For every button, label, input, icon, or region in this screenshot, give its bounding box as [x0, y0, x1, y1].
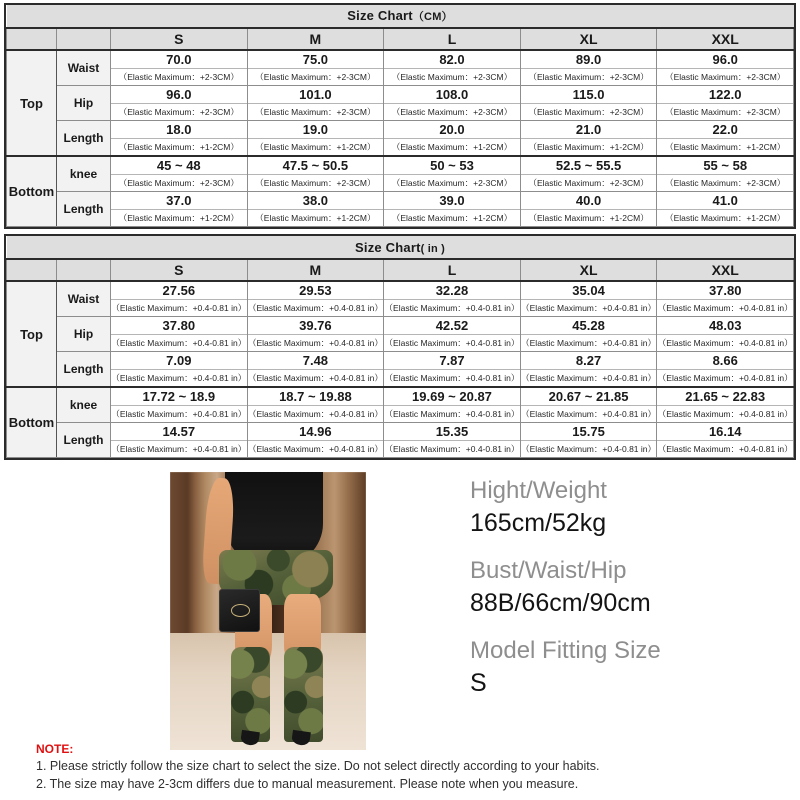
measure-label-waist-0: Waist	[57, 50, 111, 86]
measure-value: 70.0	[111, 50, 248, 69]
note-line-1: 1. Please strictly follow the size chart to select the size. Do not select directly according to your habits.	[36, 759, 600, 773]
model-info-value-1: 88B/66cm/90cm	[470, 589, 651, 617]
size-header-m: M	[247, 28, 384, 50]
measure-note: （Elastic Maximum：+0.4-0.81 in）	[247, 300, 384, 317]
note-line-2: 2. The size may have 2-3cm differs due to manual measurement. Please note when you measure.	[36, 777, 579, 791]
measure-value: 8.27	[520, 352, 657, 370]
table-title-unit: ( in )	[420, 242, 446, 255]
measure-label-length-0: Length	[57, 121, 111, 157]
measure-value: 39.76	[247, 317, 384, 335]
measure-note: （Elastic Maximum：+0.4-0.81 in）	[384, 441, 521, 458]
measure-value: 19.69 ~ 20.87	[384, 387, 521, 406]
measure-label-hip-0: Hip	[57, 86, 111, 121]
measure-note: （Elastic Maximum：+2-3CM）	[520, 104, 657, 121]
measure-note: （Elastic Maximum：+2-3CM）	[657, 69, 794, 86]
measure-value: 96.0	[111, 86, 248, 104]
measure-note: （Elastic Maximum：+1-2CM）	[384, 139, 521, 157]
note-title: NOTE:	[36, 742, 74, 756]
measure-note: （Elastic Maximum：+0.4-0.81 in）	[111, 370, 248, 388]
measure-note: （Elastic Maximum：+0.4-0.81 in）	[111, 441, 248, 458]
measure-note: （Elastic Maximum：+1-2CM）	[657, 210, 794, 227]
note-block	[36, 742, 776, 793]
measure-label-length-1: Length	[57, 192, 111, 227]
table-title-text: Size Chart	[355, 239, 421, 255]
measure-value: 41.0	[657, 192, 794, 210]
measure-note: （Elastic Maximum：+0.4-0.81 in）	[657, 441, 794, 458]
measure-label-knee-1: knee	[57, 156, 111, 192]
measure-value: 14.57	[111, 423, 248, 441]
measure-note: （Elastic Maximum：+0.4-0.81 in）	[111, 406, 248, 423]
model-info-panel	[470, 476, 790, 700]
model-info-label-1: Bust/Waist/Hip	[470, 557, 627, 584]
measure-note: （Elastic Maximum：+0.4-0.81 in）	[657, 335, 794, 352]
measure-note: （Elastic Maximum：+0.4-0.81 in）	[657, 300, 794, 317]
measure-note: （Elastic Maximum：+1-2CM）	[520, 210, 657, 227]
group-label-bottom: Bottom	[7, 156, 57, 227]
size-header-xl: XL	[520, 259, 657, 281]
header-corner-label	[57, 28, 111, 50]
measure-note: （Elastic Maximum：+0.4-0.81 in）	[384, 300, 521, 317]
model-info-label-2: Model Fitting Size	[470, 637, 661, 664]
measure-value: 14.96	[247, 423, 384, 441]
size-chart-cm	[4, 3, 796, 229]
measure-value: 15.35	[384, 423, 521, 441]
measure-note: （Elastic Maximum：+0.4-0.81 in）	[247, 406, 384, 423]
measure-value: 40.0	[520, 192, 657, 210]
table-title-unit: （CM）	[412, 11, 453, 23]
measure-value: 89.0	[520, 50, 657, 69]
measure-note: （Elastic Maximum：+2-3CM）	[247, 104, 384, 121]
measure-note: （Elastic Maximum：+2-3CM）	[247, 175, 384, 192]
measure-value: 45.28	[520, 317, 657, 335]
measure-value: 75.0	[247, 50, 384, 69]
measure-value: 21.65 ~ 22.83	[657, 387, 794, 406]
photo-handbag	[219, 589, 260, 633]
measure-note: （Elastic Maximum：+0.4-0.81 in）	[247, 370, 384, 388]
measure-value: 20.67 ~ 21.85	[520, 387, 657, 406]
measure-value: 55 ~ 58	[657, 156, 794, 175]
measure-note: （Elastic Maximum：+0.4-0.81 in）	[657, 370, 794, 388]
measure-value: 96.0	[657, 50, 794, 69]
measure-value: 115.0	[520, 86, 657, 104]
measure-value: 7.09	[111, 352, 248, 370]
size-table-in	[6, 236, 794, 458]
measure-value: 42.52	[384, 317, 521, 335]
measure-label-waist-0: Waist	[57, 281, 111, 317]
photo-camo-boot-right	[284, 647, 323, 742]
measure-note: （Elastic Maximum：+2-3CM）	[111, 175, 248, 192]
measure-note: （Elastic Maximum：+2-3CM）	[384, 175, 521, 192]
measure-value: 47.5 ~ 50.5	[247, 156, 384, 175]
measure-note: （Elastic Maximum：+0.4-0.81 in）	[520, 300, 657, 317]
size-header-l: L	[384, 28, 521, 50]
table-title	[7, 5, 794, 28]
size-header-l: L	[384, 259, 521, 281]
measure-note: （Elastic Maximum：+0.4-0.81 in）	[384, 370, 521, 388]
measure-label-length-1: Length	[57, 423, 111, 458]
group-label-top: Top	[7, 50, 57, 156]
measure-note: （Elastic Maximum：+0.4-0.81 in）	[384, 335, 521, 352]
measure-value: 20.0	[384, 121, 521, 139]
measure-value: 18.7 ~ 19.88	[247, 387, 384, 406]
measure-value: 19.0	[247, 121, 384, 139]
measure-note: （Elastic Maximum：+0.4-0.81 in）	[520, 406, 657, 423]
photo-camo-boot-left	[231, 647, 270, 742]
measure-note: （Elastic Maximum：+2-3CM）	[384, 104, 521, 121]
measure-value: 7.87	[384, 352, 521, 370]
measure-note: （Elastic Maximum：+2-3CM）	[111, 69, 248, 86]
size-header-xxl: XXL	[657, 28, 794, 50]
measure-value: 45 ~ 48	[111, 156, 248, 175]
measure-note: （Elastic Maximum：+0.4-0.81 in）	[111, 300, 248, 317]
measure-value: 122.0	[657, 86, 794, 104]
measure-note: （Elastic Maximum：+2-3CM）	[520, 175, 657, 192]
measure-value: 7.48	[247, 352, 384, 370]
model-info-value-2: S	[470, 669, 487, 697]
model-info-value-0: 165cm/52kg	[470, 509, 607, 537]
size-header-s: S	[111, 259, 248, 281]
measure-note: （Elastic Maximum：+1-2CM）	[657, 139, 794, 157]
model-photo	[170, 472, 366, 750]
header-corner-group	[7, 259, 57, 281]
measure-note: （Elastic Maximum：+1-2CM）	[247, 210, 384, 227]
measure-note: （Elastic Maximum：+0.4-0.81 in）	[520, 441, 657, 458]
measure-value: 38.0	[247, 192, 384, 210]
measure-value: 82.0	[384, 50, 521, 69]
measure-label-length-0: Length	[57, 352, 111, 388]
measure-value: 16.14	[657, 423, 794, 441]
measure-note: （Elastic Maximum：+2-3CM）	[247, 69, 384, 86]
measure-value: 22.0	[657, 121, 794, 139]
model-info-label-0: Hight/Weight	[470, 477, 607, 504]
measure-note: （Elastic Maximum：+0.4-0.81 in）	[520, 335, 657, 352]
measure-value: 17.72 ~ 18.9	[111, 387, 248, 406]
measure-value: 37.80	[657, 281, 794, 300]
measure-value: 101.0	[247, 86, 384, 104]
measure-value: 48.03	[657, 317, 794, 335]
group-label-top: Top	[7, 281, 57, 387]
size-header-s: S	[111, 28, 248, 50]
measure-value: 37.80	[111, 317, 248, 335]
measure-value: 52.5 ~ 55.5	[520, 156, 657, 175]
size-header-xxl: XXL	[657, 259, 794, 281]
size-header-xl: XL	[520, 28, 657, 50]
measure-note: （Elastic Maximum：+2-3CM）	[657, 104, 794, 121]
measure-note: （Elastic Maximum：+0.4-0.81 in）	[111, 335, 248, 352]
measure-note: （Elastic Maximum：+2-3CM）	[384, 69, 521, 86]
header-corner-label	[57, 259, 111, 281]
measure-value: 39.0	[384, 192, 521, 210]
measure-note: （Elastic Maximum：+1-2CM）	[111, 210, 248, 227]
measure-note: （Elastic Maximum：+0.4-0.81 in）	[384, 406, 521, 423]
table-title	[7, 236, 794, 259]
measure-note: （Elastic Maximum：+1-2CM）	[111, 139, 248, 157]
measure-value: 32.28	[384, 281, 521, 300]
measure-note: （Elastic Maximum：+0.4-0.81 in）	[520, 370, 657, 388]
measure-value: 35.04	[520, 281, 657, 300]
measure-label-hip-0: Hip	[57, 317, 111, 352]
measure-note: （Elastic Maximum：+1-2CM）	[520, 139, 657, 157]
measure-note: （Elastic Maximum：+1-2CM）	[247, 139, 384, 157]
size-header-m: M	[247, 259, 384, 281]
measure-value: 50 ~ 53	[384, 156, 521, 175]
measure-note: （Elastic Maximum：+2-3CM）	[520, 69, 657, 86]
header-corner-group	[7, 28, 57, 50]
measure-value: 108.0	[384, 86, 521, 104]
measure-value: 29.53	[247, 281, 384, 300]
measure-value: 8.66	[657, 352, 794, 370]
measure-note: （Elastic Maximum：+0.4-0.81 in）	[247, 335, 384, 352]
size-table-cm	[6, 5, 794, 227]
measure-note: （Elastic Maximum：+0.4-0.81 in）	[657, 406, 794, 423]
measure-value: 21.0	[520, 121, 657, 139]
table-title-text: Size Chart	[347, 8, 413, 23]
measure-note: （Elastic Maximum：+2-3CM）	[657, 175, 794, 192]
group-label-bottom: Bottom	[7, 387, 57, 458]
measure-value: 15.75	[520, 423, 657, 441]
measure-note: （Elastic Maximum：+0.4-0.81 in）	[247, 441, 384, 458]
size-chart-in	[4, 234, 796, 460]
measure-value: 37.0	[111, 192, 248, 210]
measure-note: （Elastic Maximum：+1-2CM）	[384, 210, 521, 227]
measure-value: 18.0	[111, 121, 248, 139]
measure-note: （Elastic Maximum：+2-3CM）	[111, 104, 248, 121]
measure-label-knee-1: knee	[57, 387, 111, 423]
measure-value: 27.56	[111, 281, 248, 300]
